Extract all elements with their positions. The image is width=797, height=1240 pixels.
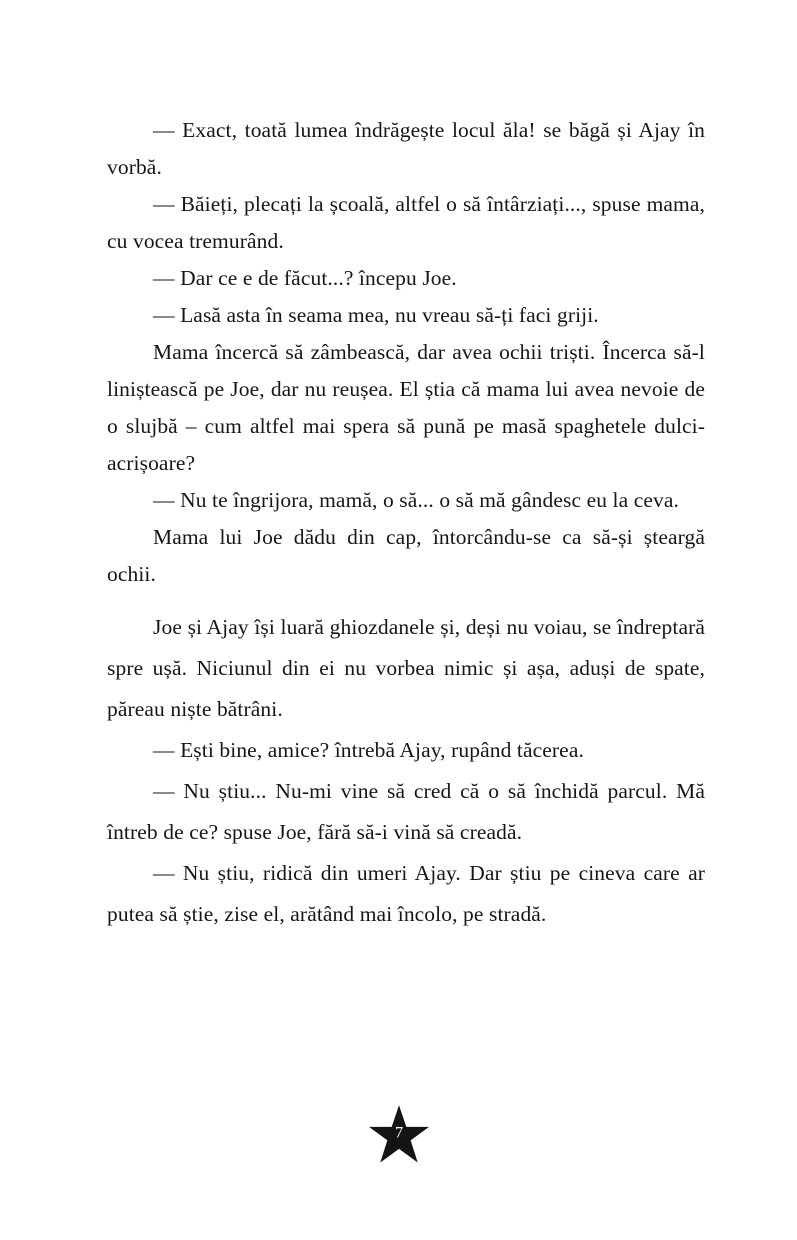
- paragraph: Mama lui Joe dădu din cap, întorcându-se ca să-și șteargă ochii.: [107, 525, 705, 586]
- page-number-star-icon: [369, 1104, 429, 1164]
- paragraph: Mama încercă să zâmbească, dar avea ochii triști. Încerca să-l liniștească pe Joe, dar nu reușea. El știa că mama lui avea nevoie de o slujbă – cum altfel mai spera să pună pe masă spaghetele dulci-acrișoare?: [107, 340, 705, 475]
- paragraph: — Dar ce e de făcut...? începu Joe.: [153, 266, 457, 290]
- paragraph: — Nu știu, ridică din umeri Ajay. Dar știu pe cineva care ar putea să știe, zise el, arătând mai încolo, pe stradă.: [107, 861, 705, 926]
- body-text: [107, 112, 705, 935]
- paragraph: — Nu te îngrijora, mamă, o să... o să mă gândesc eu la ceva.: [153, 488, 679, 512]
- paragraph: — Ești bine, amice? întrebă Ajay, rupând tăcerea.: [153, 738, 584, 762]
- page-footer: [0, 1104, 797, 1164]
- paragraph: — Lasă asta în seama mea, nu vreau să-ți faci griji.: [153, 303, 599, 327]
- paragraph: — Băieți, plecați la școală, altfel o să întârziați..., spuse mama, cu vocea tremurând.: [107, 192, 705, 253]
- paragraph: — Nu știu... Nu-mi vine să cred că o să închidă parcul. Mă întreb de ce? spuse Joe, fără să-i vină să creadă.: [107, 779, 705, 844]
- paragraph: Joe și Ajay își luară ghiozdanele și, deși nu voiau, se îndreptară spre ușă. Niciunul din ei nu vorbea nimic și așa, aduși de spate, păreau niște bătrâni.: [107, 615, 705, 721]
- page-number: 7: [394, 1123, 403, 1142]
- paragraph: — Exact, toată lumea îndrăgește locul ăla! se băgă și Ajay în vorbă.: [107, 118, 705, 179]
